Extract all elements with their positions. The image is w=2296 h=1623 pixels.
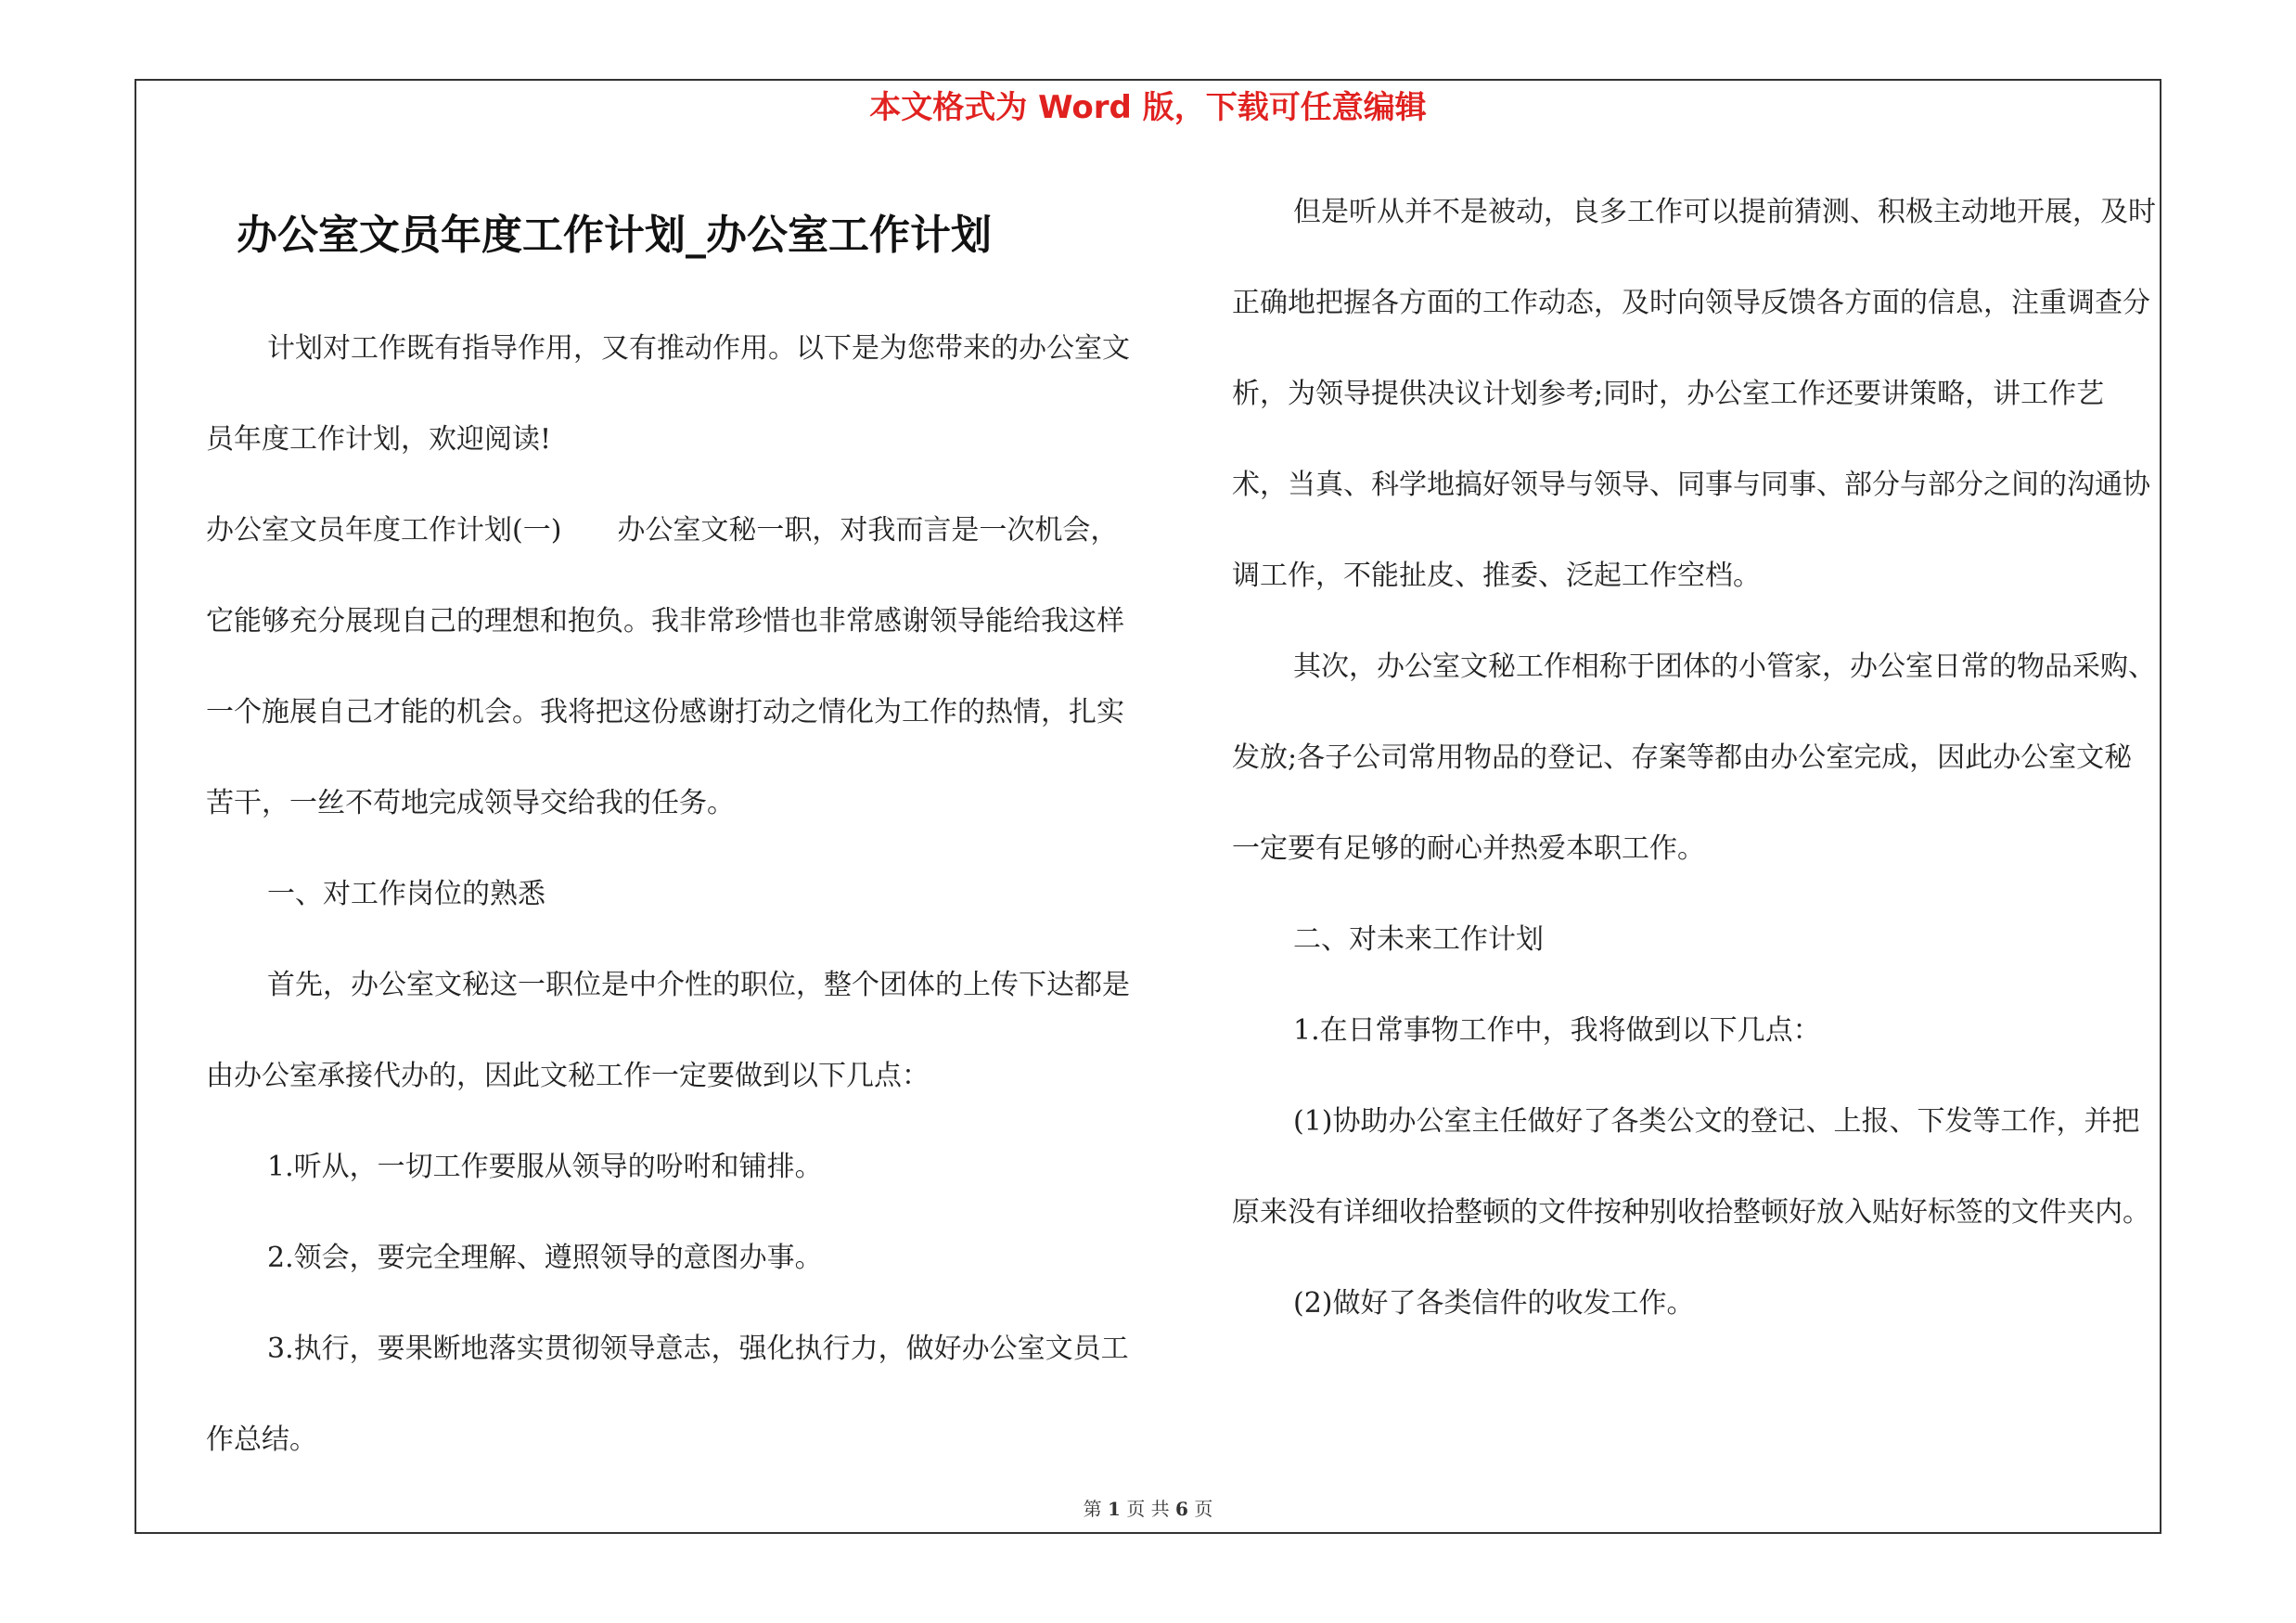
section-heading-1: 一、对工作岗位的熟悉	[267, 878, 545, 910]
body-paragraph: 但是听从并不是被动，良多工作可以提前猜测、积极主动地开展，及时正确地把握各方面的工作动态，及时向领导反馈各方面的信息，注重调查分析，为领导提供决议计划参考;同时，办公室工作还要讲策略，讲工作艺术，当真、科学地搞好领导与领导、同事与同事、部分与部分之间的沟通协调工作，不能扯皮、推委、泛起工作空档。	[1232, 196, 2156, 592]
left-column	[206, 303, 1134, 1486]
list-item-3: 3.执行，要果断地落实贯彻领导意志，强化执行力，做好办公室文员工作总结。	[206, 1333, 1129, 1456]
intro-paragraph: 计划对工作既有指导作用，又有推动作用。以下是为您带来的办公室文员年度工作计划，欢迎阅读!	[206, 332, 1130, 456]
list-item: 1.在日常事物工作中，我将做到以下几点：	[1293, 1014, 1821, 1047]
list-item: (2)做好了各类信件的收发工作。	[1293, 1287, 1695, 1320]
footer-suffix: 页	[1194, 1498, 1213, 1520]
format-notice-banner: 本文格式为 Word 版，下载可任意编辑	[869, 89, 1427, 126]
list-item-1: 1.听从，一切工作要服从领导的吩咐和铺排。	[267, 1151, 823, 1183]
list-item: (1)协助办公室主任做好了各类公文的登记、上报、下发等工作，并把原来没有详细收拾整顿的文件按种别收拾整顿好放入贴好标签的文件夹内。	[1232, 1105, 2150, 1229]
section-heading-2: 二、对未来工作计划	[1293, 923, 1544, 956]
total-page-count: 6	[1175, 1498, 1188, 1520]
right-column	[1232, 167, 2160, 1349]
current-page-number: 1	[1108, 1498, 1121, 1520]
document-title: 办公室文员年度工作计划_办公室工作计划	[237, 212, 992, 259]
footer-prefix: 第	[1083, 1498, 1102, 1520]
page-number-footer	[0, 1496, 2296, 1522]
body-paragraph: 其次，办公室文秘工作相称于团体的小管家，办公室日常的物品采购、发放;各子公司常用物品的登记、存案等都由办公室完成，因此办公室文秘一定要有足够的耐心并热爱本职工作。	[1232, 650, 2156, 865]
footer-middle: 页 共	[1126, 1498, 1170, 1520]
list-item-2: 2.领会，要完全理解、遵照领导的意图办事。	[267, 1242, 823, 1274]
body-paragraph: 首先，办公室文秘这一职位是中介性的职位，整个团体的上传下达都是由办公室承接代办的，因此文秘工作一定要做到以下几点：	[206, 969, 1130, 1092]
plan-one-paragraph: 办公室文员年度工作计划(一) 办公室文秘一职，对我而言是一次机会，它能够充分展现自己的理想和抱负。我非常珍惜也非常感谢领导能给我这样一个施展自己才能的机会。我将把这份感谢打动之情化为工作的热情，扎实苦干，一丝不苟地完成领导交给我的任务。	[206, 514, 1124, 819]
